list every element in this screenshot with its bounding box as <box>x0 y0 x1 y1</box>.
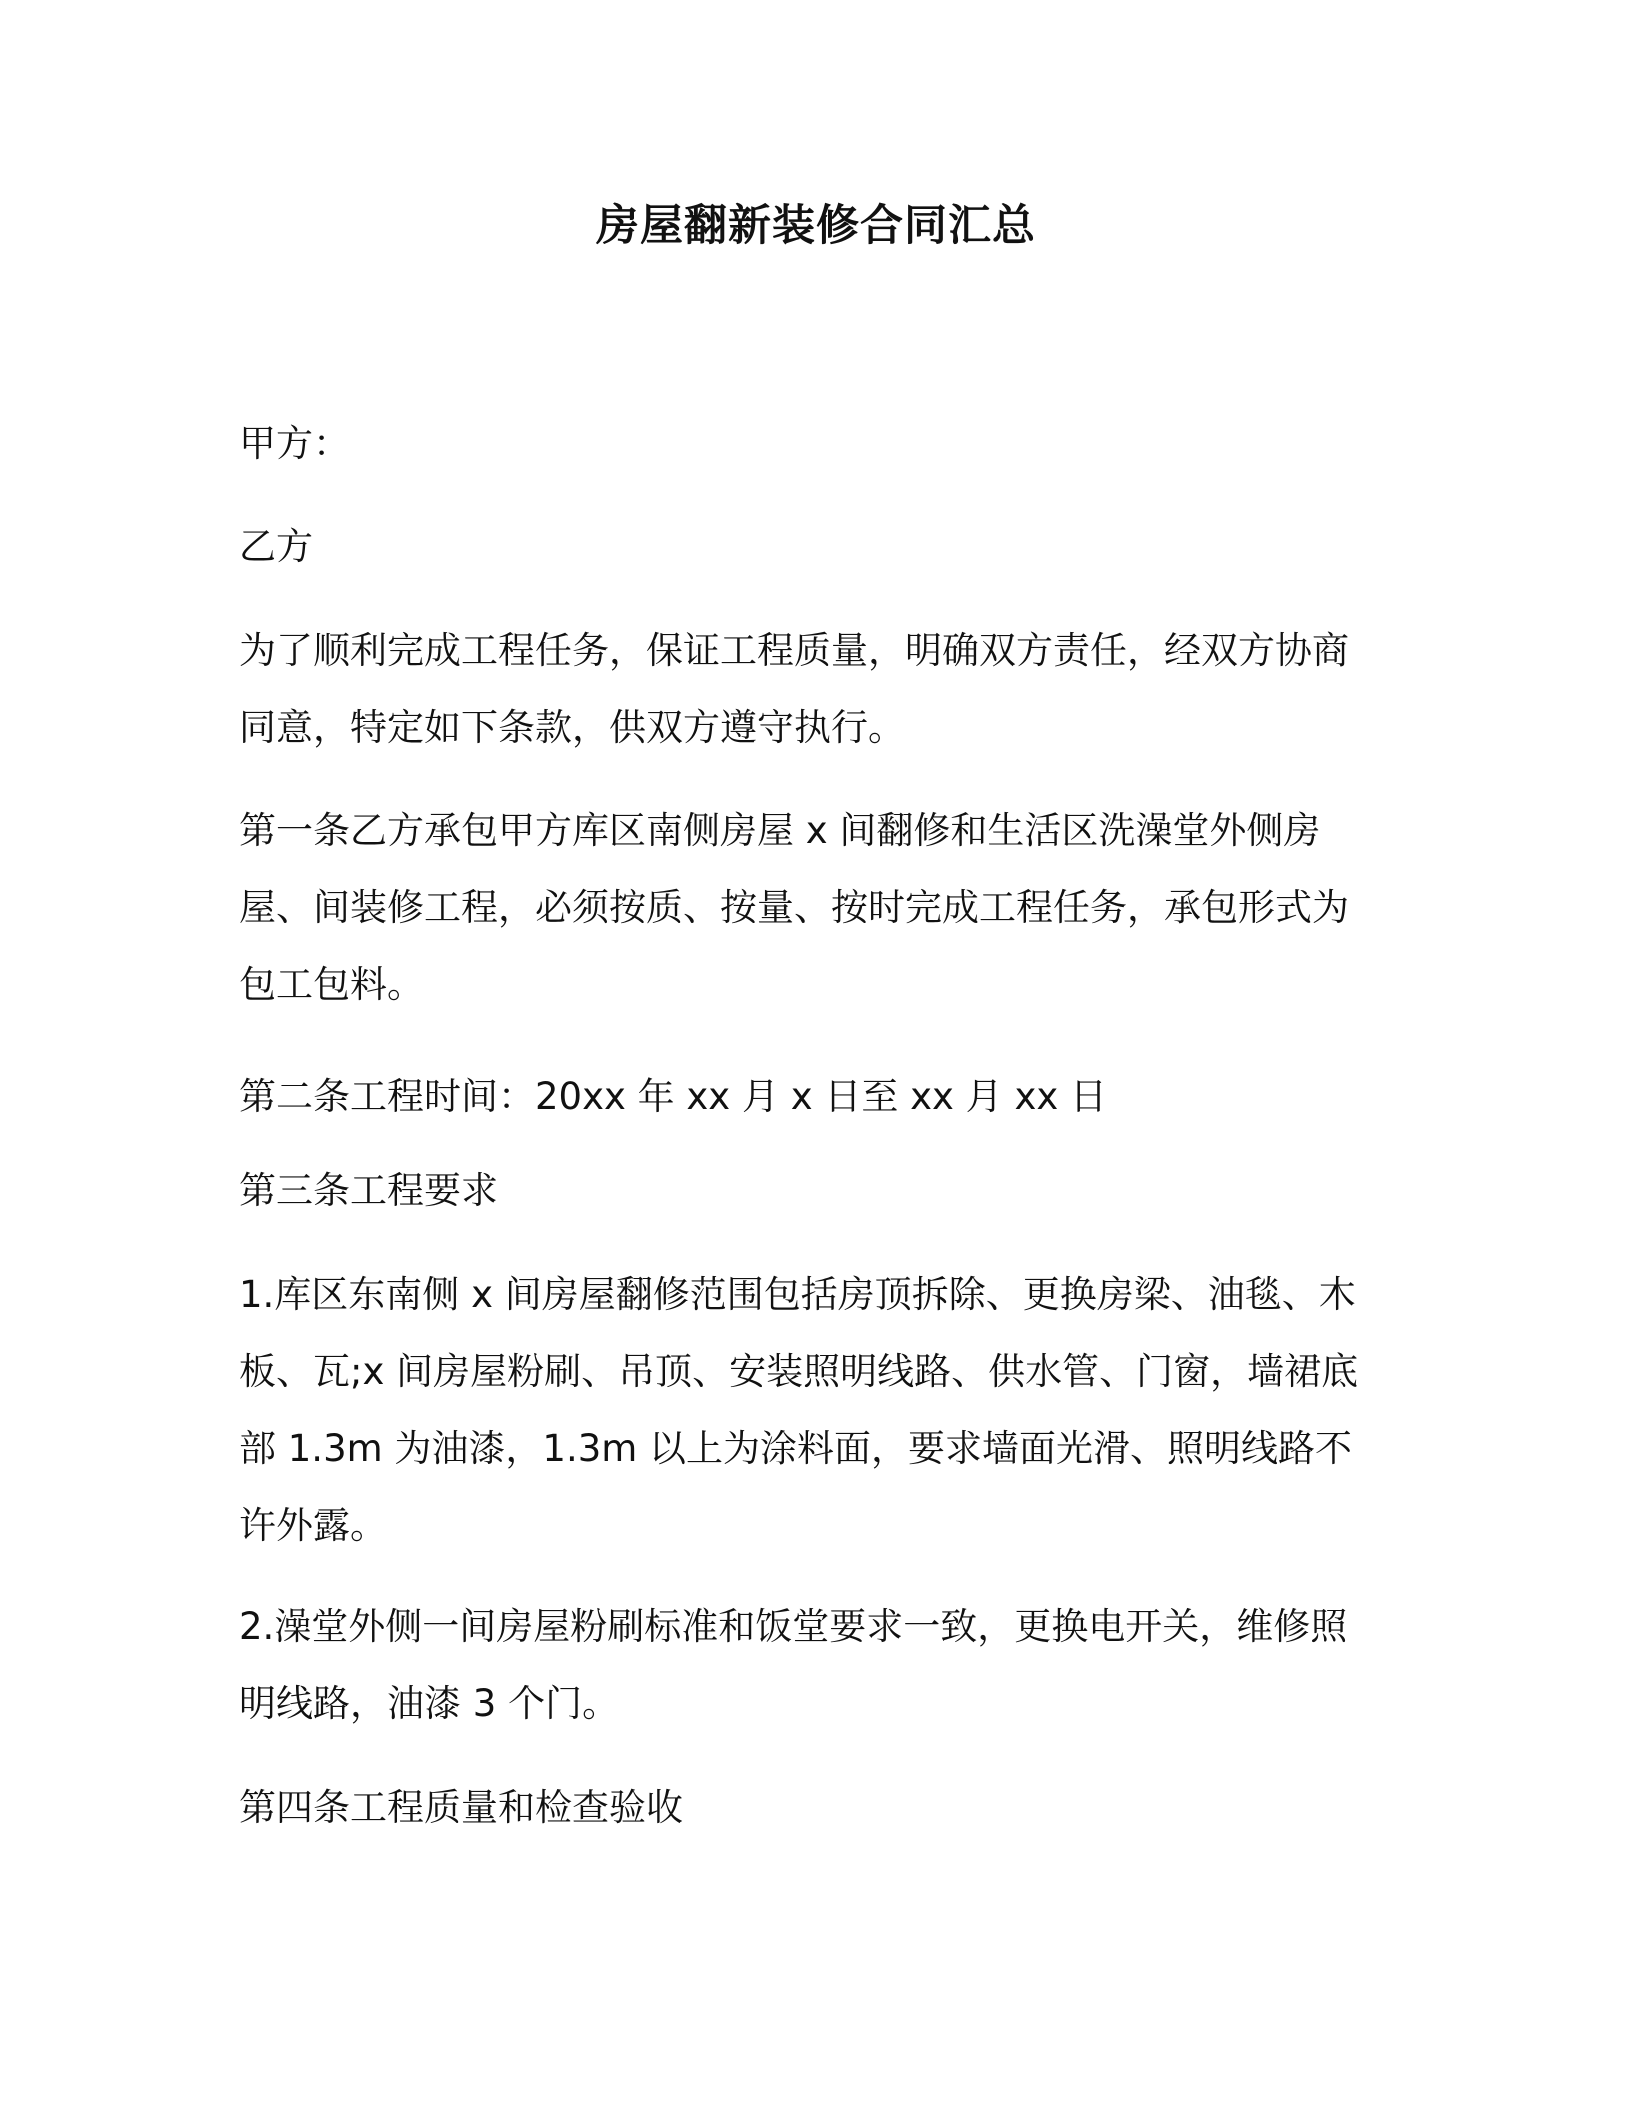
article-2-paragraph: 第二条工程时间：20xx 年 xx 月 x 日至 xx 月 xx 日 <box>239 1075 1107 1118</box>
article-3-item-2: 2.澡堂外侧一间房屋粉刷标准和饭堂要求一致，更换电开关，维修照明线路，油漆 3 个门。 <box>239 1605 1348 1725</box>
party-a-line: 甲方： <box>239 422 350 465</box>
document-title: 房屋翻新装修合同汇总 <box>596 201 1036 251</box>
article-4-heading: 第四条工程质量和检查验收 <box>239 1786 683 1829</box>
article-1-paragraph: 第一条乙方承包甲方库区南侧房屋 x 间翻修和生活区洗澡堂外侧房屋、间装修工程，必须按质、按量、按时完成工程任务，承包形式为包工包料。 <box>239 809 1349 1006</box>
party-b-line: 乙方 <box>239 525 313 568</box>
article-3-heading: 第三条工程要求 <box>239 1169 498 1212</box>
intro-paragraph: 为了顺利完成工程任务，保证工程质量，明确双方责任，经双方协商同意，特定如下条款，供双方遵守执行。 <box>239 629 1349 749</box>
article-3-item-1: 1.库区东南侧 x 间房屋翻修范围包括房顶拆除、更换房梁、油毯、木板、瓦;x 间房屋粉刷、吊顶、安装照明线路、供水管、门窗，墙裙底部 1.3m 为油漆，1.3m 以上为涂料面，要求墙面光滑、照明线路不许外露。 <box>239 1273 1359 1547</box>
